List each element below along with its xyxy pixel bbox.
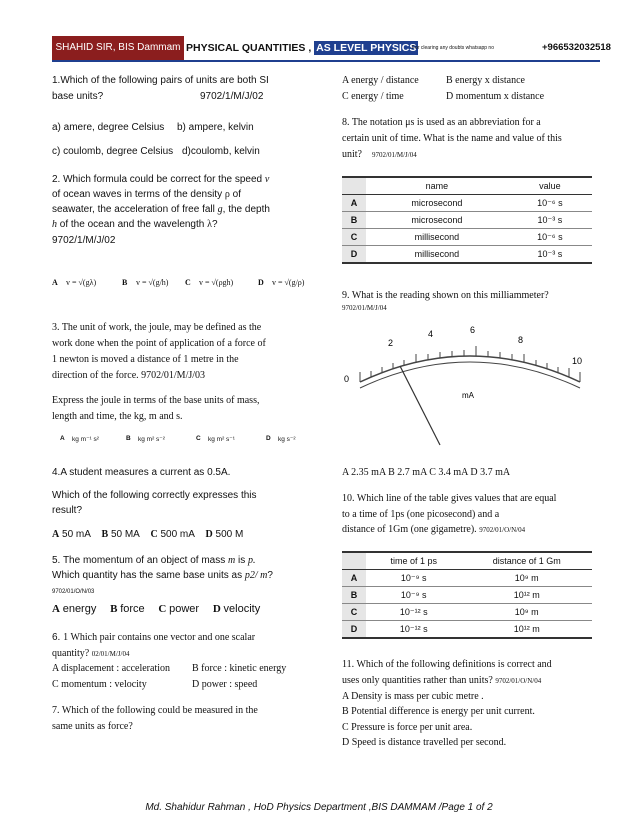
q6-line-1 [52, 630, 255, 645]
q10-row-time: 10⁻⁹ s [366, 570, 461, 587]
header-title [186, 36, 418, 60]
milliammeter-dial [340, 322, 600, 457]
q4-opt-b-key: B [101, 529, 109, 540]
q8-row-name: microsecond [366, 212, 508, 229]
q3-opt-c-key: C [196, 435, 201, 442]
q5-is: is [238, 555, 246, 566]
q6-option-d: D power : speed [192, 679, 258, 690]
q3-line-3: 1 newton is moved a distance of 1 metre in the [52, 354, 239, 365]
q4-opt-a-key: A [52, 529, 60, 540]
q6-ref: 02/01/M/J/04 [91, 650, 130, 658]
q10-table [342, 551, 592, 639]
q4-opt-c-key: C [150, 529, 158, 540]
q2-opt-b-formula: v = √(g/h) [136, 278, 169, 287]
q8-line-2: certain unit of time. What is the name and value of this [342, 133, 562, 144]
q8-row-name: microsecond [366, 195, 508, 212]
q1-option-d: d)coulomb, kelvin [182, 146, 260, 157]
q2-v: v [264, 174, 270, 185]
q7-option-d: D momentum x distance [446, 91, 545, 102]
q7-line-2: same units as force? [52, 721, 133, 732]
q4-line-1: 4.A student measures a current as 0.5A. [52, 467, 231, 478]
q7-line-1: 7. Which of the following could be measured in the [52, 705, 258, 716]
q4-opt-c: 500 mA [160, 529, 195, 540]
table-row [342, 246, 592, 264]
q8-ref: 9702/01/M/J/04 [372, 151, 417, 159]
q11-option-d: D Speed is distance travelled per second. [342, 737, 507, 748]
q5-opt-b-key: B [110, 603, 118, 615]
q8-header-key [342, 177, 366, 195]
table-row [342, 229, 592, 246]
q8-line-3-text: unit? [342, 149, 362, 160]
q5-options [52, 602, 260, 617]
scale-label-0: 0 [344, 374, 350, 384]
q2-line-3-text: seawater, the acceleration of free fall [52, 204, 215, 215]
header-divider [52, 60, 600, 62]
q4-opt-d: 500 M [215, 529, 244, 540]
table-row [342, 621, 592, 639]
q7-option-a: A energy / distance [342, 75, 419, 86]
q5-line-1 [52, 553, 256, 568]
q5-ref: 9702/01/O/N/03 [52, 589, 95, 595]
q8-table [342, 176, 592, 264]
q2-line-4-text: of the ocean and the wavelength [59, 219, 205, 230]
q1-option-a: a) amere, degree Celsius [52, 122, 165, 133]
q5-p2m: p2/ m [244, 570, 268, 581]
q8-line-1: 8. The notation μs is used as an abbreviation for a [342, 117, 541, 128]
q10-row-distance: 10¹² m [461, 621, 592, 639]
scale-label-10: 10 [572, 356, 583, 366]
q8-header-name: name [366, 177, 508, 195]
q10-row-key: A [342, 570, 366, 587]
q3-opt-c-unit: kg m² s⁻¹ [208, 436, 235, 443]
q5-p: p. [248, 555, 256, 566]
q2-opt-c-formula: v = √(ρgh) [199, 278, 234, 287]
page-footer: Md. Shahidur Rahman , HoD Physics Department ,BIS DAMMAM /Page 1 of 2 [145, 802, 493, 813]
q5-opt-c: power [169, 603, 200, 615]
q2-line-2 [52, 187, 241, 202]
header-highlight: AS LEVEL PHYSICS [316, 42, 417, 54]
q4-opt-d-key: D [205, 529, 213, 540]
header-author-label: SHAHID SIR, BIS Dammam [52, 36, 184, 60]
q10-ref: 9702/01/O/N/04 [479, 526, 526, 534]
q2-opt-a-key: A [52, 278, 58, 287]
q11-line-2 [342, 673, 541, 689]
q8-row-key: B [342, 212, 366, 229]
q10-row-key: C [342, 604, 366, 621]
q11-line-1: 11. Which of the following definitions is correct and [342, 659, 552, 670]
q2-g: g [217, 204, 223, 215]
q2-h: h [52, 219, 57, 230]
q2-rho: ρ [224, 189, 230, 200]
q9-line-1: 9. What is the reading shown on this milliammeter? [342, 290, 549, 301]
meter-needle [400, 366, 440, 445]
q2-opt-d-key: D [258, 278, 264, 287]
q10-line-2: to a time of 1ps (one picosecond) and a [342, 509, 500, 520]
q4-line-3: result? [52, 505, 83, 516]
q3-line-2: work done when the point of application of a force of [52, 338, 266, 349]
q3-line-4: direction of the force. 9702/01/M/J/03 [52, 370, 206, 381]
q11-option-c: C Pressure is force per unit area. [342, 722, 473, 733]
q1-text-2: base units? [52, 91, 104, 102]
q9-answers: A 2.35 mA B 2.7 mA C 3.4 mA D 3.7 mA [342, 467, 511, 478]
q8-row-key: A [342, 195, 366, 212]
q8-line-3 [342, 147, 417, 163]
q8-row-name: millisecond [366, 229, 508, 246]
q7-option-b: B energy x distance [446, 75, 525, 86]
q8-table-header [342, 177, 592, 195]
q4-line-2: Which of the following correctly expresses this [52, 490, 257, 501]
q10-line-3 [342, 522, 525, 538]
table-row [342, 570, 592, 587]
q2-opt-a-formula: v = √(gλ) [66, 278, 97, 287]
q2-opt-d-formula: v = √(g/ρ) [272, 278, 305, 287]
scale-label-2: 2 [388, 338, 394, 348]
q2-lambda: λ [207, 219, 212, 230]
q10-table-header [342, 552, 592, 570]
q3-line-6: length and time, the kg, m and s. [52, 411, 183, 422]
q2-line-1-text: 2. Which formula could be correct for the speed [52, 174, 263, 185]
header-title-text: PHYSICAL QUANTITIES , [186, 42, 312, 54]
q5-opt-a-key: A [52, 603, 60, 615]
q5-line-1-text: 5. The momentum of an object of mass [52, 555, 226, 566]
q10-row-time: 10⁻¹² s [366, 621, 461, 639]
q6-option-a: A displacement : acceleration [52, 663, 171, 674]
q10-header-distance: distance of 1 Gm [461, 552, 592, 570]
q8-row-value: 10⁻³ s [508, 246, 592, 264]
q3-opt-b-key: B [126, 435, 131, 442]
q5-line-2-text: Which quantity has the same base units as [52, 570, 243, 581]
q5-line-2 [52, 568, 273, 583]
q3-opt-a-unit: kg m⁻¹ s² [72, 436, 99, 443]
q2-line-3 [52, 202, 270, 217]
meter-unit: mA [462, 391, 474, 400]
q10-line-3-text: distance of 1Gm (one gigametre). [342, 524, 477, 535]
q5-opt-d-key: D [212, 603, 221, 615]
q8-row-key: D [342, 246, 366, 264]
q2-line-2-text: of ocean waves in terms of the density [52, 189, 223, 200]
q1-option-b: b) ampere, kelvin [177, 122, 254, 133]
q10-header-key [342, 552, 366, 570]
q2-question-mark: ? [211, 219, 218, 230]
q10-header-time: time of 1 ps [366, 552, 461, 570]
q10-row-distance: 10⁹ m [461, 604, 592, 621]
q3-opt-b-unit: kg m² s⁻² [138, 436, 165, 443]
q2-ref: 9702/1/M/J/02 [52, 235, 116, 246]
q1-text: 1.Which of the following pairs of units are both SI [52, 75, 269, 86]
q8-row-name: millisecond [366, 246, 508, 264]
table-row [342, 195, 592, 212]
q11-line-2-text: uses only quantities rather than units? [342, 675, 493, 686]
q4-opt-b: 50 MA [110, 529, 140, 540]
q10-row-distance: 10¹² m [461, 587, 592, 604]
q10-row-distance: 10⁹ m [461, 570, 592, 587]
q5-opt-d: velocity [223, 603, 261, 615]
q10-row-time: 10⁻¹² s [366, 604, 461, 621]
q4-opt-a: 50 mA [62, 529, 91, 540]
q4-options [52, 527, 243, 542]
q2-line-4 [52, 217, 218, 232]
q3-line-1: 3. The unit of work, the joule, may be defined as the [52, 322, 262, 333]
table-row [342, 587, 592, 604]
q6-number: 6. [52, 632, 61, 643]
q3-opt-d-key: D [266, 435, 271, 442]
q9-ref: 9702/01/M/J/04 [342, 304, 387, 312]
q2-opt-c-key: C [185, 278, 191, 287]
q5-m: m [228, 555, 236, 566]
q5-opt-a: energy [62, 603, 97, 615]
q11-option-b: B Potential difference is energy per unit current. [342, 706, 535, 717]
q6-line-2-text: quantity? [52, 648, 90, 659]
q11-option-a: A Density is mass per cubic metre . [342, 691, 484, 702]
q2-line-1 [52, 172, 269, 187]
q10-row-time: 10⁻⁹ s [366, 587, 461, 604]
q6-option-b: B force : kinetic energy [192, 663, 287, 674]
q6-line-1-text: 1 Which pair contains one vector and one scalar [63, 632, 256, 643]
q6-option-c: C momentum : velocity [52, 679, 147, 690]
q2-line-3-end: , the depth [222, 204, 270, 215]
table-row [342, 604, 592, 621]
q3-line-5: Express the joule in terms of the base units of mass, [52, 395, 260, 406]
q8-row-value: 10⁻⁶ s [508, 195, 592, 212]
q8-row-value: 10⁻³ s [508, 212, 592, 229]
q8-row-key: C [342, 229, 366, 246]
q3-opt-a-key: A [60, 435, 65, 442]
q7-option-c: C energy / time [342, 91, 404, 102]
q2-of: of [232, 189, 241, 200]
q10-row-key: B [342, 587, 366, 604]
header-note: For clearing any doubts whatsapp no [412, 45, 494, 51]
q2-opt-b-key: B [122, 278, 128, 287]
scale-label-4: 4 [428, 329, 434, 339]
q10-row-key: D [342, 621, 366, 639]
q5-opt-b: force [120, 603, 145, 615]
q5-opt-c-key: C [158, 603, 167, 615]
q5-question-mark: ? [267, 570, 273, 581]
q3-opt-d-unit: kg s⁻² [278, 436, 296, 443]
q1-option-c: c) coulomb, degree Celsius [52, 146, 174, 157]
q10-line-1: 10. Which line of the table gives values that are equal [342, 493, 557, 504]
scale-label-8: 8 [518, 335, 524, 345]
q6-line-2 [52, 646, 129, 662]
q11-ref: 9702/01/O/N/04 [495, 677, 542, 685]
q8-row-value: 10⁻⁶ s [508, 229, 592, 246]
q8-header-value: value [508, 177, 592, 195]
q1-ref: 9702/1/M/J/02 [200, 91, 264, 102]
table-row [342, 212, 592, 229]
scale-label-6: 6 [470, 325, 476, 335]
header-phone: +966532032518 [542, 42, 611, 53]
